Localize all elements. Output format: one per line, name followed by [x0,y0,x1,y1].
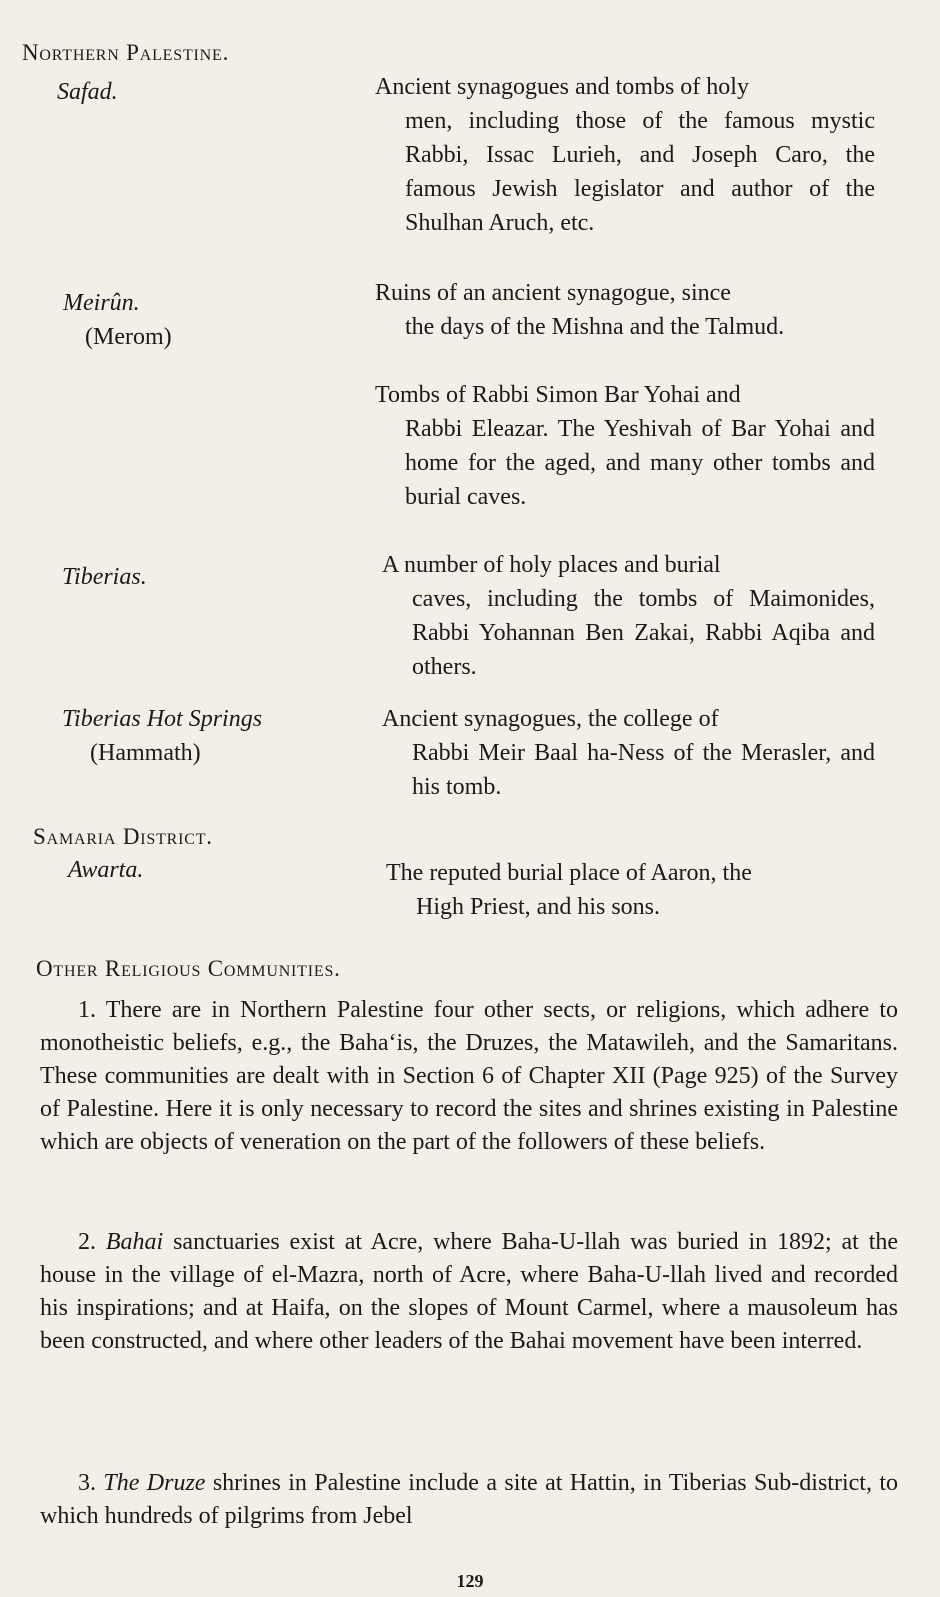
paragraph-lead-term: The Druze [103,1470,206,1496]
page-number: 129 [456,1571,484,1591]
place-label: Awarta. [68,857,144,883]
description-continuation: Rabbi Meir Baal ha-Ness of the Merasler, and his tomb. [412,740,875,800]
description-continuation: Rabbi Eleazar. The Yeshivah of Bar Yohai and home for the aged, and many other tombs and burial caves. [405,416,875,510]
place-label: Tiberias. [62,564,147,590]
entry-description-tiberias [382,548,875,684]
description-first-line: The reputed burial place of Aaron, the [386,860,752,886]
paragraph-1 [40,994,898,1159]
paragraph-number: 3. [78,1470,96,1496]
paragraph-number: 1. [78,997,96,1023]
description-continuation: caves, including the tombs of Maimonides, Rabbi Yohannan Ben Zakai, Rabbi Aqiba and others. [412,586,875,680]
paragraph-text: shrines in Palestine include a site at Hattin, in Tiberias Sub-district, to which hundreds of pilgrims from Jebel [40,1470,899,1529]
entry-description-bar-yohai [375,378,875,514]
place-name-tiberias [62,560,147,594]
description-continuation: High Priest, and his sons. [416,894,661,920]
description-first-line: Tombs of Rabbi Simon Bar Yohai and [375,382,741,408]
place-name-awarta [68,853,143,887]
place-label: Safad. [57,79,118,105]
place-label: Meirûn. [63,290,140,316]
paragraph-lead-term: Bahai [105,1229,164,1255]
section-heading-samaria: Samaria District. [33,824,213,849]
paragraph-2 [40,1226,898,1358]
description-first-line: Ruins of an ancient synagogue, since [375,280,731,306]
paragraph-text: sanctuaries exist at Acre, where Baha-U-llah was buried in 1892; at the house in the village of el-Mazra, north of Acre, where Baha-U-llah lived and recorded his inspirations; and at Haifa, on the slopes of Mount Carmel, where a mausoleum has been constructed, and where other leaders of the Bahai movement have been interred. [40,1229,899,1354]
place-name-safad [57,75,118,109]
paragraph-3 [40,1467,898,1533]
place-name-meirun [63,286,172,354]
place-alternate-name: (Merom) [85,324,172,350]
section-heading-other-communities: Other Religious Communities. [36,956,341,981]
place-alternate-name: (Hammath) [90,740,201,766]
entry-description-meirun [375,276,875,344]
entry-description-safad [375,70,875,240]
description-continuation: men, including those of the famous mystic Rabbi, Issac Lurieh, and Joseph Caro, the famous Jewish legislator and author of the Shulhan Aruch, etc. [405,108,875,236]
entry-description-awarta [386,856,875,924]
description-first-line: A number of holy places and burial [382,552,721,578]
paragraph-text: There are in Northern Palestine four other sects, or religions, which adhere to monotheistic beliefs, e.g., the Baha‘is, the Druzes, the Matawileh, and the Samaritans. These communities are dealt with in Section 6 of Chapter XII (Page 925) of the Survey of Palestine. Here it is only necessary to record the sites and shrines existing in Palestine which are objects of veneration on the part of the followers of these beliefs. [40,997,899,1155]
description-first-line: Ancient synagogues, the college of [382,706,719,732]
description-first-line: Ancient synagogues and tombs of holy [375,74,749,100]
section-heading-northern: Northern Palestine. [22,40,230,65]
description-continuation: the days of the Mishna and the Talmud. [405,314,785,340]
paragraph-number: 2. [78,1229,96,1255]
entry-description-hot-springs [382,702,875,804]
place-name-tiberias-hot-springs [62,702,262,770]
place-label: Tiberias Hot Springs [62,706,263,732]
